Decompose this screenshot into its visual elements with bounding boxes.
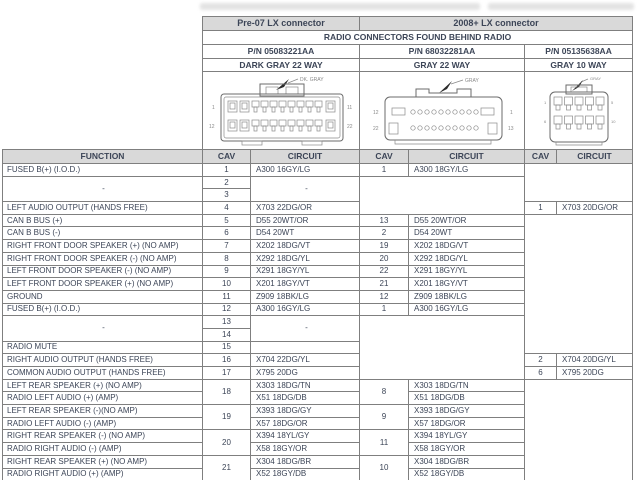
circuit-cell: A300 16GY/LG bbox=[251, 303, 360, 316]
function-cell: LEFT REAR SPEAKER (+) (NO AMP) bbox=[3, 379, 203, 392]
table-row bbox=[3, 354, 633, 367]
blank-cell bbox=[3, 17, 203, 31]
function-cell: LEFT FRONT DOOR SPEAKER (+) (NO AMP) bbox=[3, 278, 203, 291]
circuit-cell: X291 18GY/YL bbox=[251, 265, 360, 278]
function-cell: - bbox=[3, 316, 203, 341]
function-cell: RADIO LEFT AUDIO (-) (AMP) bbox=[3, 417, 203, 430]
pin-number: 13 bbox=[507, 126, 514, 132]
blank-cell bbox=[3, 45, 203, 59]
circuit-cell: X52 18GY/DB bbox=[251, 468, 360, 480]
connector-diagram-10way-gray bbox=[525, 72, 633, 150]
circuit-cell bbox=[251, 341, 360, 354]
part-number: P/N 05135638AA bbox=[525, 45, 633, 59]
function-cell: LEFT FRONT DOOR SPEAKER (-) (NO AMP) bbox=[3, 265, 203, 278]
empty-merged-cell bbox=[360, 176, 525, 214]
color-way-row bbox=[3, 59, 633, 72]
cav-cell: 1 bbox=[360, 303, 409, 316]
empty-merged-cell bbox=[525, 164, 633, 202]
cav-cell: 8 bbox=[203, 252, 251, 265]
circuit-cell: X304 18DG/BR bbox=[251, 455, 360, 468]
circuit-cell: D54 20WT bbox=[409, 227, 525, 240]
function-cell: FUSED B(+) (I.O.D.) bbox=[3, 303, 203, 316]
circuit-cell: X292 18DG/YL bbox=[409, 252, 525, 265]
part-number-row bbox=[3, 45, 633, 59]
cav-cell: 17 bbox=[203, 367, 251, 380]
cav-cell: 9 bbox=[203, 265, 251, 278]
cav-cell: 15 bbox=[203, 341, 251, 354]
cav-cell: 21 bbox=[203, 455, 251, 480]
circuit-cell: X704 20DG/YL bbox=[557, 354, 633, 367]
diagram-label: DK. GRAY bbox=[299, 77, 324, 83]
cav-cell: 16 bbox=[203, 354, 251, 367]
pin-number: 10 bbox=[610, 119, 615, 124]
connector-22way-darkgray-icon bbox=[204, 72, 359, 149]
circuit-cell: X51 18DG/DB bbox=[251, 392, 360, 405]
circuit-cell: A300 18GY/LG bbox=[409, 164, 525, 177]
circuit-cell: Z909 18BK/LG bbox=[409, 290, 525, 303]
cav-column-header: CAV bbox=[525, 150, 557, 164]
radio-connector-table bbox=[2, 16, 633, 480]
cav-cell: 20 bbox=[360, 252, 409, 265]
circuit-cell: X304 18DG/BR bbox=[409, 455, 525, 468]
cav-cell: 3 bbox=[203, 189, 251, 202]
function-cell: FUSED B(+) (I.O.D.) bbox=[3, 164, 203, 177]
cav-cell: 2 bbox=[203, 176, 251, 189]
cav-cell: 12 bbox=[360, 290, 409, 303]
function-cell: RADIO RIGHT AUDIO (+) (AMP) bbox=[3, 468, 203, 480]
cav-cell: 19 bbox=[360, 240, 409, 253]
pin-number: 12 bbox=[372, 110, 379, 116]
cav-cell: 13 bbox=[360, 214, 409, 227]
scan-artifact bbox=[488, 3, 634, 10]
circuit-cell: X303 18DG/TN bbox=[251, 379, 360, 392]
circuit-column-header: CIRCUIT bbox=[557, 150, 633, 164]
cav-cell: 13 bbox=[203, 316, 251, 329]
cav-cell: 9 bbox=[360, 405, 409, 430]
circuit-cell: X303 18DG/TN bbox=[409, 379, 525, 392]
cav-column-header: CAV bbox=[203, 150, 251, 164]
blank-cell bbox=[3, 31, 203, 45]
function-cell: RADIO LEFT AUDIO (+) (AMP) bbox=[3, 392, 203, 405]
cav-cell: 6 bbox=[203, 227, 251, 240]
function-cell: RIGHT FRONT DOOR SPEAKER (-) (NO AMP) bbox=[3, 252, 203, 265]
cav-cell: 1 bbox=[525, 202, 557, 215]
pin-number: 1 bbox=[543, 100, 546, 105]
cav-cell: 10 bbox=[203, 278, 251, 291]
pin-number: 12 bbox=[208, 124, 215, 130]
connector-diagram-22way-darkgray bbox=[203, 72, 360, 150]
circuit-cell: X703 20DG/OR bbox=[557, 202, 633, 215]
color-way: GRAY 10 WAY bbox=[525, 59, 633, 72]
cav-cell: 7 bbox=[203, 240, 251, 253]
circuit-cell: X291 18GY/YL bbox=[409, 265, 525, 278]
color-way: GRAY 22 WAY bbox=[360, 59, 525, 72]
circuit-cell: X202 18DG/VT bbox=[409, 240, 525, 253]
circuit-cell: A300 16GY/LG bbox=[251, 164, 360, 177]
circuit-cell: X795 20DG bbox=[251, 367, 360, 380]
cav-cell: 1 bbox=[203, 164, 251, 177]
circuit-column-header: CIRCUIT bbox=[251, 150, 360, 164]
circuit-cell: X58 18GY/OR bbox=[251, 443, 360, 456]
circuit-column-header: CIRCUIT bbox=[409, 150, 525, 164]
diagram-label: GRAY bbox=[464, 78, 479, 84]
cav-cell: 10 bbox=[360, 455, 409, 480]
table-row bbox=[3, 202, 633, 215]
function-cell: LEFT REAR SPEAKER (-)(NO AMP) bbox=[3, 405, 203, 418]
pin-number: 22 bbox=[346, 124, 353, 130]
function-cell: RIGHT REAR SPEAKER (+) (NO AMP) bbox=[3, 455, 203, 468]
function-cell: RIGHT REAR SPEAKER (-) (NO AMP) bbox=[3, 430, 203, 443]
pin-number: 11 bbox=[346, 105, 352, 111]
circuit-cell: A300 16GY/LG bbox=[409, 303, 525, 316]
cav-cell: 22 bbox=[360, 265, 409, 278]
pin-number: 1 bbox=[509, 110, 513, 116]
cav-cell: 2 bbox=[525, 354, 557, 367]
column-header-row bbox=[3, 150, 633, 164]
function-column-header: FUNCTION bbox=[3, 150, 203, 164]
part-number: P/N 68032281AA bbox=[360, 45, 525, 59]
diagram-label: GRAY bbox=[589, 76, 601, 81]
circuit-cell: X704 22DG/YL bbox=[251, 354, 360, 367]
circuit-cell: X58 18GY/OR bbox=[409, 443, 525, 456]
pin-number: 6 bbox=[543, 119, 546, 124]
connector-10way-gray-icon bbox=[526, 72, 632, 149]
circuit-cell: D55 20WT/OR bbox=[409, 214, 525, 227]
cav-column-header: CAV bbox=[360, 150, 409, 164]
cav-cell: 4 bbox=[203, 202, 251, 215]
connector-diagram-22way-gray bbox=[360, 72, 525, 150]
table-row bbox=[3, 164, 633, 177]
cav-cell: 12 bbox=[203, 303, 251, 316]
circuit-cell: X57 18DG/OR bbox=[251, 417, 360, 430]
function-cell: RADIO MUTE bbox=[3, 341, 203, 354]
cav-cell: 6 bbox=[525, 367, 557, 380]
pin-number: 1 bbox=[211, 105, 215, 111]
cav-cell: 21 bbox=[360, 278, 409, 291]
circuit-cell: X703 22DG/OR bbox=[251, 202, 360, 215]
circuit-cell: X292 18DG/YL bbox=[251, 252, 360, 265]
table-row bbox=[3, 214, 633, 227]
empty-merged-cell bbox=[360, 316, 525, 379]
function-cell: LEFT AUDIO OUTPUT (HANDS FREE) bbox=[3, 202, 203, 215]
cav-cell: 18 bbox=[203, 379, 251, 404]
function-cell: RIGHT FRONT DOOR SPEAKER (+) (NO AMP) bbox=[3, 240, 203, 253]
cav-cell: 20 bbox=[203, 430, 251, 455]
cav-cell: 8 bbox=[360, 379, 409, 404]
blank-cell bbox=[3, 59, 203, 72]
circuit-cell: D54 20WT bbox=[251, 227, 360, 240]
scan-artifact bbox=[200, 3, 480, 10]
connector-era-header-row bbox=[3, 17, 633, 31]
cav-cell: 5 bbox=[203, 214, 251, 227]
circuit-cell: X202 18DG/VT bbox=[251, 240, 360, 253]
empty-merged-cell bbox=[525, 214, 633, 354]
circuit-cell: - bbox=[251, 176, 360, 201]
table-row bbox=[3, 379, 633, 392]
color-way: DARK GRAY 22 WAY bbox=[203, 59, 360, 72]
circuit-cell: X52 18GY/DB bbox=[409, 468, 525, 480]
cav-cell: 11 bbox=[203, 290, 251, 303]
circuit-cell: - bbox=[251, 316, 360, 341]
circuit-cell: X201 18GY/VT bbox=[409, 278, 525, 291]
circuit-cell: X57 18DG/OR bbox=[409, 417, 525, 430]
pin-number: 5 bbox=[610, 100, 613, 105]
table-row bbox=[3, 367, 633, 380]
banner-row bbox=[3, 31, 633, 45]
circuit-cell: X51 18DG/DB bbox=[409, 392, 525, 405]
function-cell: CAN B BUS (+) bbox=[3, 214, 203, 227]
banner-text: RADIO CONNECTORS FOUND BEHIND RADIO bbox=[203, 31, 633, 45]
cav-cell: 19 bbox=[203, 405, 251, 430]
post08-header: 2008+ LX connector bbox=[360, 17, 633, 31]
cav-cell: 1 bbox=[360, 164, 409, 177]
function-cell: - bbox=[3, 176, 203, 201]
circuit-cell: X201 18GY/VT bbox=[251, 278, 360, 291]
blank-cell bbox=[3, 72, 203, 150]
empty-merged-cell bbox=[525, 379, 633, 480]
circuit-cell: X394 18YL/GY bbox=[409, 430, 525, 443]
function-cell: CAN B BUS (-) bbox=[3, 227, 203, 240]
circuit-cell: X393 18DG/GY bbox=[409, 405, 525, 418]
circuit-cell: X393 18DG/GY bbox=[251, 405, 360, 418]
circuit-cell: X795 20DG bbox=[557, 367, 633, 380]
cav-cell: 14 bbox=[203, 328, 251, 341]
function-cell: RIGHT AUDIO OUTPUT (HANDS FREE) bbox=[3, 354, 203, 367]
circuit-cell: D55 20WT/OR bbox=[251, 214, 360, 227]
function-cell: GROUND bbox=[3, 290, 203, 303]
cav-cell: 2 bbox=[360, 227, 409, 240]
function-cell: RADIO RIGHT AUDIO (-) (AMP) bbox=[3, 443, 203, 456]
connector-diagram-row bbox=[3, 72, 633, 150]
arrow-icon bbox=[439, 81, 452, 93]
pre07-header: Pre-07 LX connector bbox=[203, 17, 360, 31]
connector-22way-gray-icon bbox=[361, 72, 524, 149]
cav-cell: 11 bbox=[360, 430, 409, 455]
part-number: P/N 05083221AA bbox=[203, 45, 360, 59]
function-cell: COMMON AUDIO OUTPUT (HANDS FREE) bbox=[3, 367, 203, 380]
circuit-cell: X394 18YL/GY bbox=[251, 430, 360, 443]
pin-number: 22 bbox=[372, 126, 379, 132]
circuit-cell: Z909 18BK/LG bbox=[251, 290, 360, 303]
